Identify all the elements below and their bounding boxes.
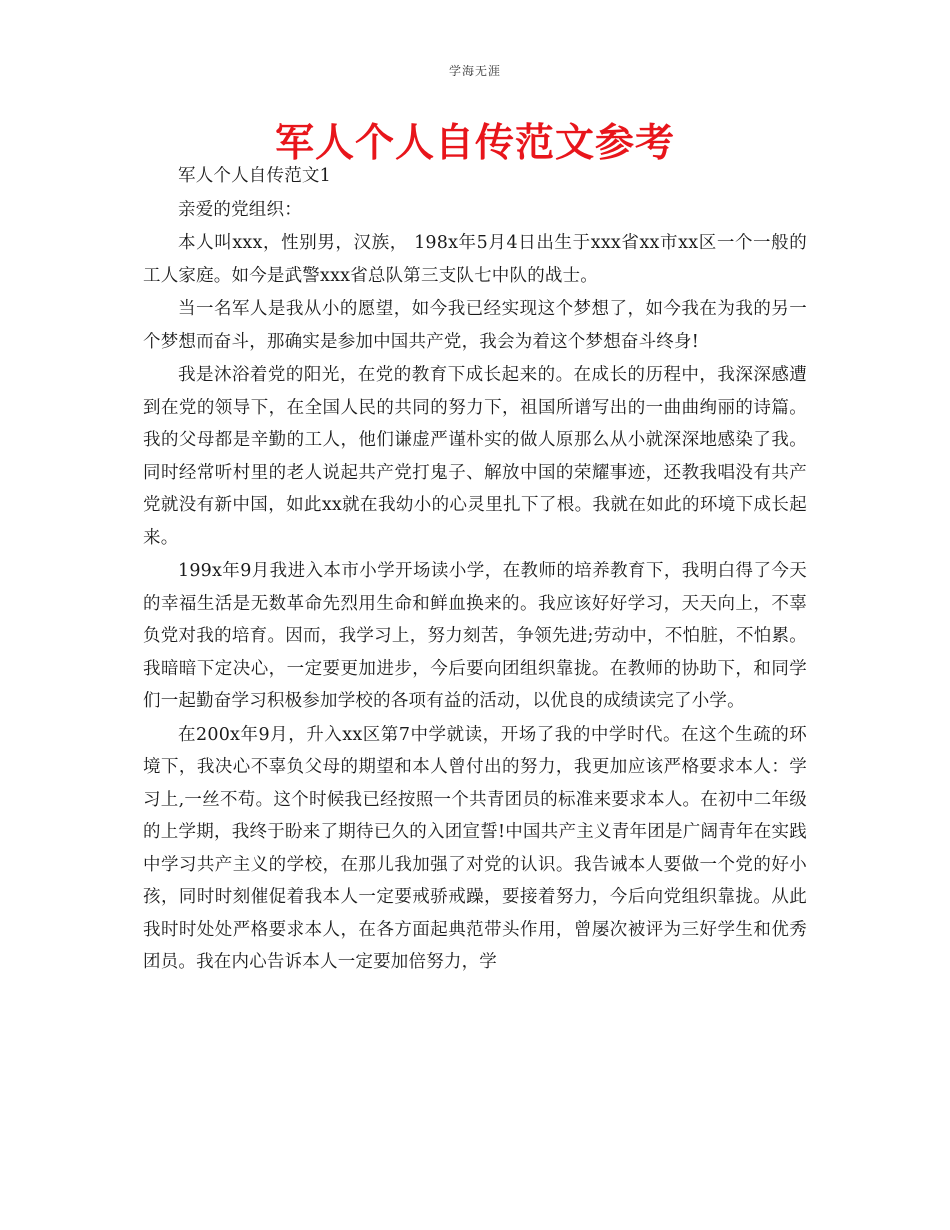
paragraph-primary-school: 199x年9月我进入本市小学开场读小学，在教师的培养教育下，我明白得了今天的幸福生活是无数革命先烈用生命和鲜血换来的。我应该好好学习，天天向上，不辜负党对我的培育。因而，我学习上，努力刻苦，争领先进;劳动中，不怕脏，不怕累。我暗暗下定决心，一定要更加进步，今后要向团组织靠拢。在教师的协助下，和同学们一起勤奋学习积极参加学校的各项有益的活动，以优良的成绩读完了小学。 — [143, 561, 807, 711]
paragraph-childhood: 我是沐浴着党的阳光，在党的教育下成长起来的。在成长的历程中，我深深感遭到在党的领导下，在全国人民的共同的努力下，祖国所谱写出的一曲曲绚丽的诗篇。我的父母都是辛勤的工人，他们谦虚严谨朴实的做人原那么从小就深深地感染了我。同时经常听村里的老人说起共产党打鬼子、解放中国的荣耀事迹，还教我唱没有共产党就没有新中国，如此xx就在我幼小的心灵里扎下了根。我就在如此的环境下成长起来。 — [143, 365, 807, 548]
salutation: 亲爱的党组织： — [178, 199, 302, 220]
paragraph-aspiration: 当一名军人是我从小的愿望，如今我已经实现这个梦想了，如今我在为我的另一个梦想而奋斗，那确实是参加中国共产党，我会为着这个梦想奋斗终身! — [143, 299, 807, 352]
section-heading: 军人个人自传范文1 — [178, 166, 331, 186]
document-body — [143, 160, 807, 980]
document-title: 军人个人自传范文参考 — [274, 121, 675, 166]
paragraph-middle-school: 在200x年9月，升入xx区第7中学就读，开场了我的中学时代。在这个生疏的环境下，我决心不辜负父母的期望和本人曾付出的努力，我更加应该严格要求本人：学习上,一丝不苟。这个时候我已经按照一个共青团员的标准来要求本人。在初中二年级的上学期，我终于盼来了期待已久的入团宣誓!中国共产主义青年团是广阔青年在实践中学习共产主义的学校，在那儿我加强了对党的认识。我告诫本人要做一个党的好小孩，同时时刻催促着我本人一定要戒骄戒躁，要接着努力，今后向党组织靠拢。从此我时时处处严格要求本人，在各方面起典范带头作用，曾屡次被评为三好学生和优秀团员。我在内心告诉本人一定要加倍努力，学 — [143, 724, 807, 972]
paragraph-intro: 本人叫xxx，性别男，汉族， 198x年5月4日出生于xxx省xx市xx区一个一般的工人家庭。如今是武警xxx省总队第三支队七中队的战士。 — [143, 233, 807, 286]
page-header: 学海无涯 — [448, 64, 501, 78]
